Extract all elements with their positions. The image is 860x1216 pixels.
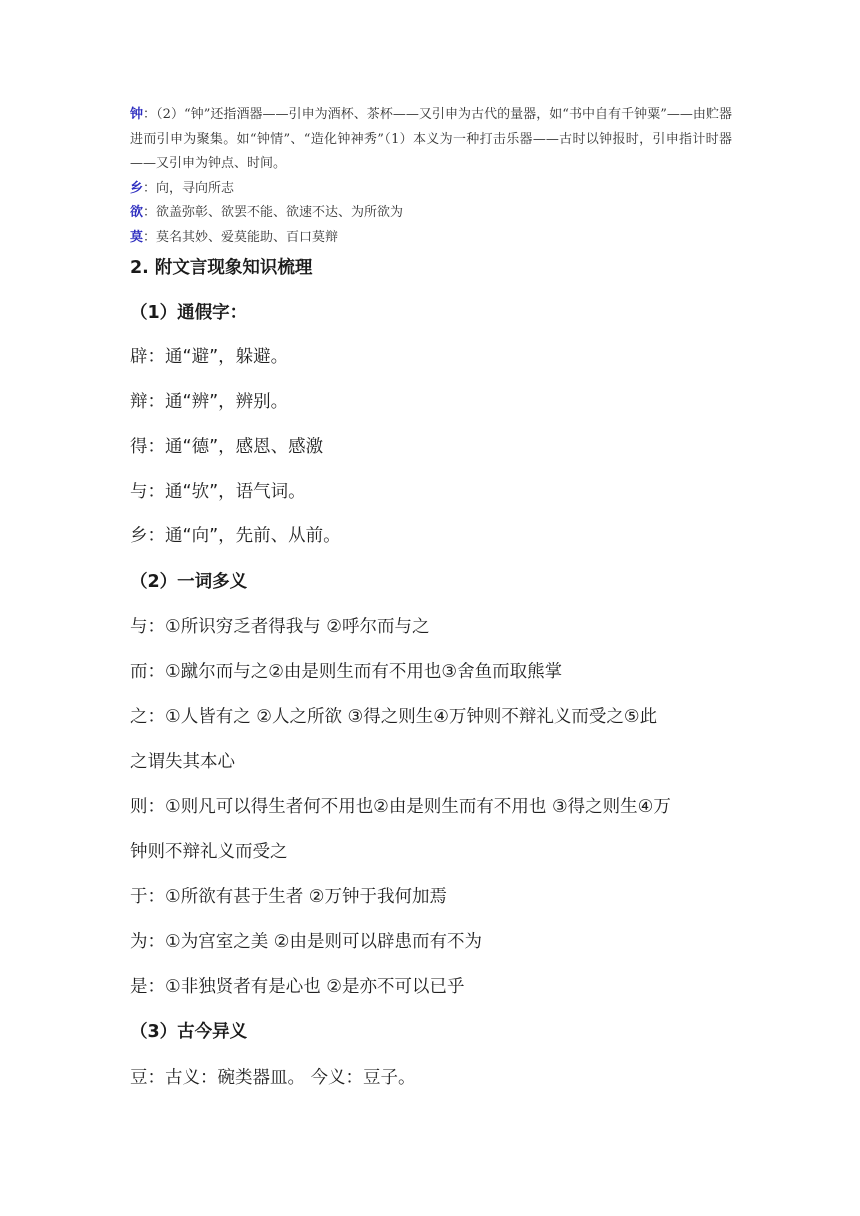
gujin-item: 豆：古义：碗类器皿。 今义：豆子。 bbox=[130, 1068, 416, 1088]
definition-text: 莫名其妙、爱莫能助、百口莫辩 bbox=[156, 229, 339, 245]
gujin-title: （3）古今异义 bbox=[130, 1022, 248, 1042]
definition-text: 欲盖弥彰、欲罢不能、欲速不达、为所欲为 bbox=[156, 205, 404, 220]
definition-sep: ： bbox=[143, 229, 157, 245]
tongjia-item: 与：通“欤”，语气词。 bbox=[130, 482, 306, 502]
definition-xiang bbox=[130, 177, 732, 202]
yiciduoyi-title: （2）一词多义 bbox=[130, 572, 248, 592]
tongjia-item: 辟：通“避”，躲避。 bbox=[130, 347, 289, 367]
definition-text: 向，寻向所志 bbox=[156, 180, 235, 196]
yiciduoyi-line: 为：①为宫室之美 ②由是则可以辟患而有不为 bbox=[130, 932, 482, 952]
tongjia-item: 辩：通“辨”，辨别。 bbox=[130, 392, 289, 412]
definition-head: 乡 bbox=[130, 180, 144, 196]
definition-head: 欲 bbox=[130, 205, 144, 220]
yiciduoyi-line: 于：①所欲有甚于生者 ②万钟于我何加焉 bbox=[130, 887, 447, 907]
definition-zhong bbox=[130, 103, 732, 177]
definition-sep: ： bbox=[143, 180, 157, 196]
yiciduoyi-line: 则：①则凡可以得生者何不用也②由是则生而有不用也 ③得之则生④万 bbox=[130, 797, 671, 817]
definition-sep: ： bbox=[143, 205, 157, 220]
yiciduoyi-line: 之谓失其本心 bbox=[130, 752, 235, 772]
definition-mo bbox=[130, 226, 732, 251]
yiciduoyi-line: 之：①人皆有之 ②人之所欲 ③得之则生④万钟则不辩礼义而受之⑤此 bbox=[130, 707, 658, 727]
tongjia-item: 得：通“德”，感恩、感激 bbox=[130, 437, 324, 457]
yiciduoyi-line: 是：①非独贤者有是心也 ②是亦不可以已乎 bbox=[130, 977, 465, 997]
definition-head: 钟 bbox=[130, 107, 144, 122]
yiciduoyi-line: 与：①所识穷乏者得我与 ②呼尔而与之 bbox=[130, 617, 430, 637]
tongjia-item: 乡：通“向”，先前、从前。 bbox=[130, 526, 341, 546]
section-title: 2. 附文言现象知识梳理 bbox=[130, 258, 313, 278]
definitions-block bbox=[130, 103, 732, 250]
definition-sep: ： bbox=[143, 107, 157, 122]
definition-head: 莫 bbox=[130, 229, 144, 245]
yiciduoyi-line: 而：①蹴尔而与之②由是则生而有不用也③舍鱼而取熊掌 bbox=[130, 662, 563, 682]
tongjia-title: （1）通假字： bbox=[130, 303, 248, 323]
definition-yu bbox=[130, 201, 732, 226]
yiciduoyi-line: 钟则不辩礼义而受之 bbox=[130, 842, 288, 862]
definition-text: （2）“钟”还指酒器——引申为酒杯、茶杯——又引申为古代的量器，如“书中自有千钟粟”——由贮器进而引申为聚集。如“钟情”、“造化钟神秀”（1）本义为一种打击乐器——古时以钟报时，引申指计时器——又引申为钟点、时间。 bbox=[130, 107, 732, 171]
